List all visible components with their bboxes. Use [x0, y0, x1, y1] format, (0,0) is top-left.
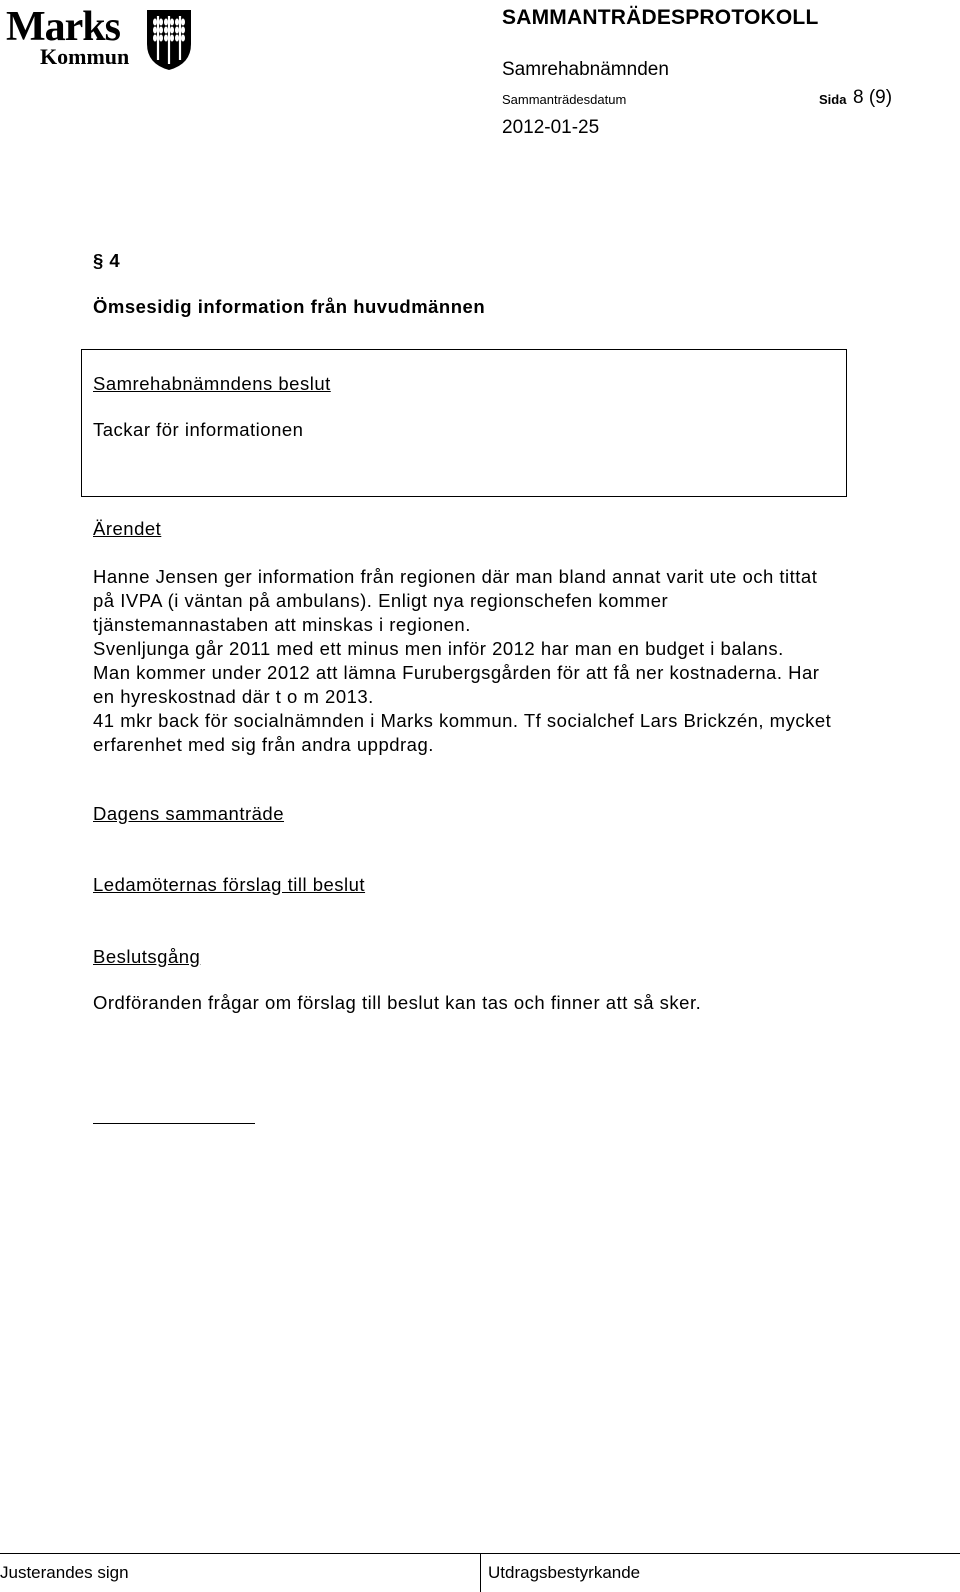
section-title: Ömsesidig information från huvudmännen: [93, 296, 486, 317]
matter-line: Hanne Jensen ger information från regionen där man bland annat varit ute och tittat: [93, 566, 818, 587]
decision-process-text: Ordföranden frågar om förslag till beslut kan tas och finner att så sker.: [93, 992, 702, 1013]
coat-of-arms-icon: [145, 8, 193, 72]
document-type-title: SAMMANTRÄDESPROTOKOLL: [502, 6, 819, 29]
paragraph-number: § 4: [93, 250, 121, 271]
meeting-date-label: Sammanträdesdatum: [502, 92, 627, 107]
extract-certification-label: Utdragsbestyrkande: [488, 1563, 641, 1582]
matter-line: en hyreskostnad där t o m 2013.: [93, 686, 374, 707]
page-number: 8 (9): [853, 87, 893, 108]
adjuster-signature-label: Justerandes sign: [0, 1563, 129, 1582]
matter-body: [93, 565, 831, 757]
decision-text: Tackar för informationen: [93, 419, 304, 440]
members-proposal-heading: Ledamöternas förslag till beslut: [93, 874, 366, 895]
matter-line: Svenljunga går 2011 med ett minus men inför 2012 har man en budget i balans.: [93, 638, 784, 659]
decision-process-heading: Beslutsgång: [93, 946, 201, 967]
decision-heading: Samrehabnämndens beslut: [93, 373, 331, 394]
matter-line: Man kommer under 2012 att lämna Furubergsgården för att få ner kostnaderna. Har: [93, 662, 820, 683]
logo-word: Marks: [6, 4, 120, 50]
matter-line: 41 mkr back för socialnämnden i Marks kommun. Tf socialchef Lars Brickzén, mycket: [93, 710, 832, 731]
page-label: Sida: [819, 92, 847, 107]
matter-line: tjänstemannastaben att minskas i regionen.: [93, 614, 471, 635]
footer-divider: [480, 1553, 481, 1592]
meeting-date: 2012-01-25: [502, 117, 600, 138]
matter-heading: Ärendet: [93, 518, 162, 539]
matter-line: på IVPA (i väntan på ambulans). Enligt nya regionschefen kommer: [93, 590, 669, 611]
matter-line: erfarenhet med sig från andra uppdrag.: [93, 734, 434, 755]
logo-subword: Kommun: [40, 44, 130, 69]
municipality-logo: [6, 6, 192, 72]
committee-name: Samrehabnämnden: [502, 59, 669, 80]
end-of-section-rule: [93, 1123, 255, 1124]
todays-meeting-heading: Dagens sammanträde: [93, 803, 285, 824]
